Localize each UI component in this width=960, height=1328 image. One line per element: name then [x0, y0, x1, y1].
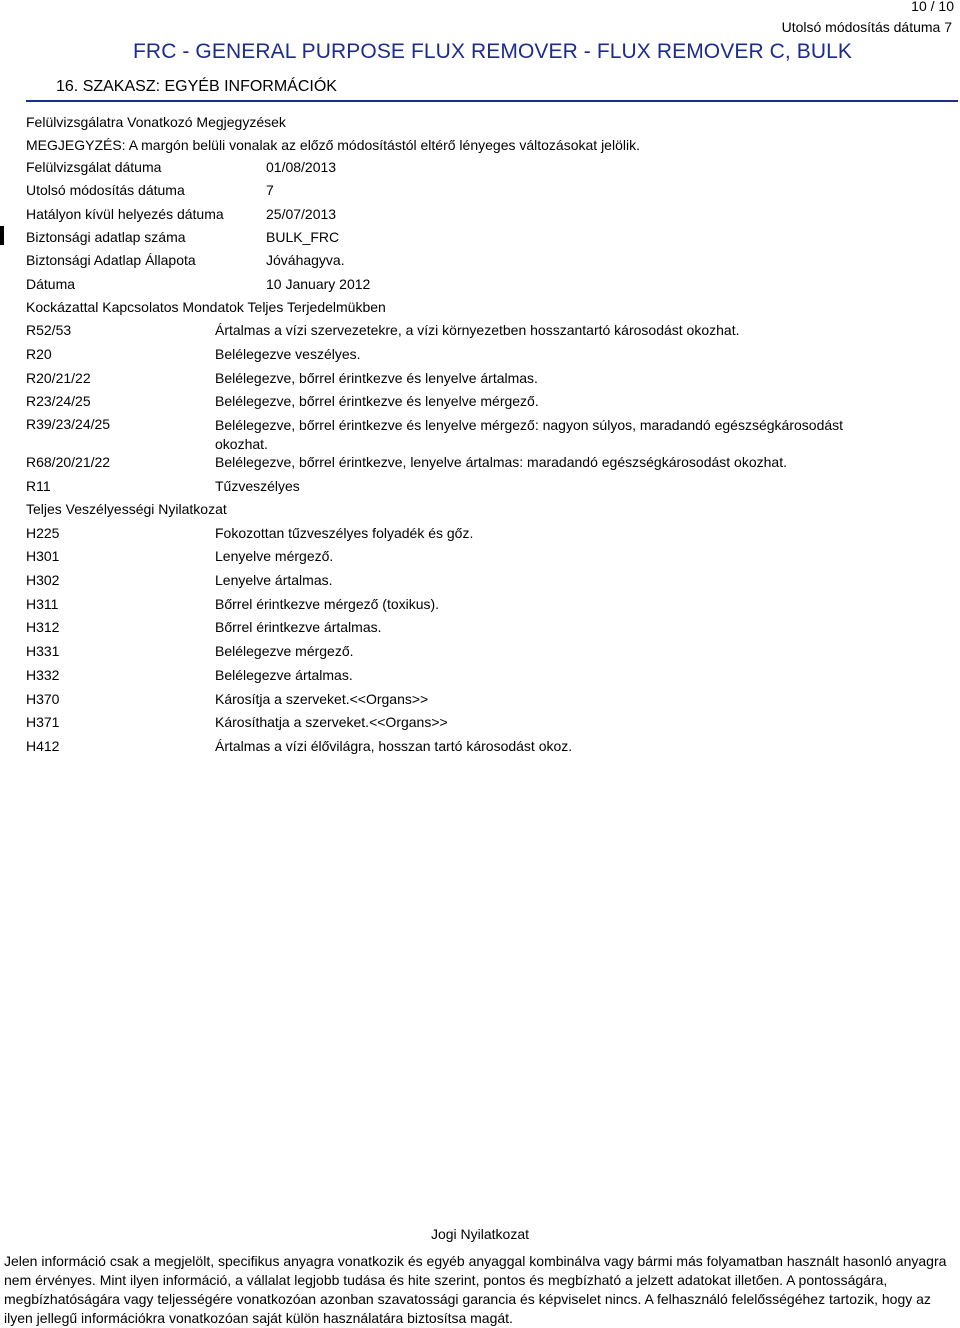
hazard-code: H225 — [26, 525, 60, 541]
field-value: BULK_FRC — [266, 229, 340, 245]
field-label: Biztonsági adatlap száma — [26, 229, 186, 245]
hazard-code: H312 — [26, 619, 60, 635]
risk-code: R20/21/22 — [26, 370, 91, 386]
hazard-code: H302 — [26, 572, 60, 588]
hazard-code: H412 — [26, 738, 60, 754]
risk-text: Belélegezve veszélyes. — [215, 346, 361, 362]
field-value: 25/07/2013 — [266, 206, 337, 222]
hazard-text: Ártalmas a vízi élővilágra, hosszan tartó károsodást okoz. — [215, 738, 573, 754]
hazard-text: Károsítja a szerveket.<<Organs>> — [215, 691, 429, 707]
field-label: Dátuma — [26, 276, 76, 292]
field-value: Jóváhagyva. — [266, 252, 345, 268]
change-marker — [0, 226, 4, 245]
legal-disclaimer-text: Jelen információ csak a megjelölt, specifikus anyagra vonatkozik és egyéb anyaggal kombinálva vagy bármi más folyamatban használt hasonló anyagra nem érvényes. Mint ilyen információ, a vállalat legjobb tudása és hite szerint, pontos és megbízható a jelzett adatokat illetően. A pontosságára, megbízhatóságára vagy teljességére vonatkozóan azonban szavatossági garancia és képviselet nincs. A felhasználó felelősségéhez tartozik, hogy az ilyen jellegű információkra vonatkozóan saját külön használatára biztosítsa magát. — [4, 1253, 947, 1326]
risk-code: R39/23/24/25 — [26, 416, 111, 432]
risk-phrases-heading: Kockázattal Kapcsolatos Mondatok Teljes Terjedelmükben — [26, 299, 386, 315]
hazard-text: Lenyelve ártalmas. — [215, 572, 333, 588]
page-number: 10 / 10 — [911, 0, 954, 14]
hazard-code: H370 — [26, 691, 60, 707]
risk-code: R20 — [26, 346, 52, 362]
field-value: 01/08/2013 — [266, 159, 337, 175]
field-label: Utolsó módosítás dátuma — [26, 182, 185, 198]
hazard-text: Lenyelve mérgező. — [215, 548, 334, 564]
hazard-text: Belélegezve mérgező. — [215, 643, 354, 659]
hazard-code: H371 — [26, 714, 60, 730]
risk-text: Belélegezve, bőrrel érintkezve és lenyelve mérgező: nagyon súlyos, maradandó egészségkárosodást okozhat. — [215, 417, 844, 452]
section-divider — [26, 100, 958, 102]
hazard-code: H331 — [26, 643, 60, 659]
risk-text: Belélegezve, bőrrel érintkezve, lenyelve ártalmas: maradandó egészségkárosodást okozhat. — [215, 454, 787, 470]
hazard-code: H301 — [26, 548, 60, 564]
risk-code: R52/53 — [26, 322, 72, 338]
section-header — [26, 66, 958, 102]
risk-text: Tűzveszélyes — [215, 478, 300, 494]
field-label: Felülvizsgálat dátuma — [26, 159, 162, 175]
hazard-text: Fokozottan tűzveszélyes folyadék és gőz. — [215, 525, 474, 541]
hazard-statements-heading: Teljes Veszélyességi Nyilatkozat — [26, 501, 227, 517]
revision-date: Utolsó módosítás dátuma 7 — [781, 19, 952, 35]
hazard-text: Bőrrel érintkezve ártalmas. — [215, 619, 382, 635]
hazard-code: H332 — [26, 667, 60, 683]
hazard-text: Belélegezve ártalmas. — [215, 667, 353, 683]
product-title: FRC - GENERAL PURPOSE FLUX REMOVER - FLUX REMOVER C, BULK — [133, 40, 853, 63]
review-notes-heading: Felülvizsgálatra Vonatkozó Megjegyzések — [26, 114, 286, 130]
hazard-text: Bőrrel érintkezve mérgező (toxikus). — [215, 596, 440, 612]
risk-text: Belélegezve, bőrrel érintkezve és lenyelve ártalmas. — [215, 370, 538, 386]
field-label: Biztonsági Adatlap Állapota — [26, 252, 196, 268]
review-note: MEGJEGYZÉS: A margón belüli vonalak az előző módosítástól eltérő lényeges változásokat jelölik. — [26, 137, 640, 153]
field-label: Hatályon kívül helyezés dátuma — [26, 206, 224, 222]
risk-code: R11 — [26, 478, 51, 494]
risk-code: R68/20/21/22 — [26, 454, 111, 470]
hazard-code: H311 — [26, 596, 59, 612]
risk-code: R23/24/25 — [26, 393, 91, 409]
section-title: 16. SZAKASZ: EGYÉB INFORMÁCIÓK — [56, 78, 337, 95]
field-value: 10 January 2012 — [266, 276, 371, 292]
risk-text: Belélegezve, bőrrel érintkezve és lenyelve mérgező. — [215, 393, 539, 409]
hazard-text: Károsíthatja a szerveket.<<Organs>> — [215, 714, 448, 730]
field-value: 7 — [266, 182, 274, 198]
risk-text: Ártalmas a vízi szervezetekre, a vízi környezetben hosszantartó károsodást okozhat. — [215, 322, 740, 338]
legal-disclaimer-title: Jogi Nyilatkozat — [430, 1226, 530, 1242]
